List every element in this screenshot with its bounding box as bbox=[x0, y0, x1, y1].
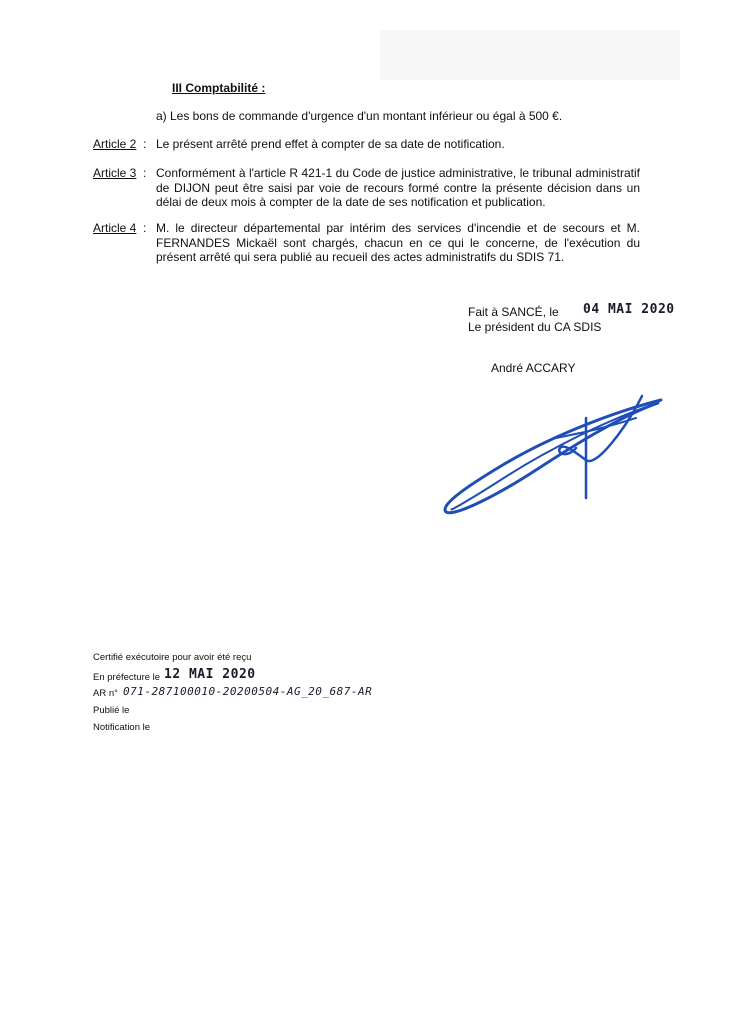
date-stamp: 04 MAI 2020 bbox=[583, 302, 675, 317]
article-4-label: Article 4 bbox=[93, 221, 137, 235]
article-2-text: Le présent arrêté prend effet à compter de sa date de notification. bbox=[156, 137, 505, 151]
ar-number: 071-287100010-20200504-AG_20_687-AR bbox=[123, 685, 373, 698]
signatory-name: André ACCARY bbox=[491, 361, 576, 375]
prefecture-label: En préfecture le bbox=[93, 672, 161, 683]
ar-label: AR n° bbox=[93, 688, 118, 699]
section-title: III Comptabilité : bbox=[172, 81, 266, 95]
publie-label: Publié le bbox=[93, 705, 130, 716]
signed-place: Fait à SANCÉ, le bbox=[468, 305, 559, 319]
prefecture-date-stamp: 12 MAI 2020 bbox=[164, 667, 256, 682]
signatory-role: Le président du CA SDIS bbox=[468, 320, 602, 334]
handwritten-signature bbox=[436, 388, 668, 518]
article-2-label: Article 2 bbox=[93, 137, 137, 151]
notification-label: Notification le bbox=[93, 722, 151, 733]
article-3-colon: : bbox=[143, 166, 147, 180]
article-3-text: Conformément à l'article R 421-1 du Code de justice administrative, le tribunal administratif de DIJON peut être saisi par voie de recours formé contre la présente décision dans un délai de deux mois à compter de la date de ses notification et publication. bbox=[156, 166, 640, 209]
certificate-line1: Certifié exécutoire pour avoir été reçu bbox=[93, 652, 252, 663]
item-a: a) Les bons de commande d'urgence d'un montant inférieur ou égal à 500 €. bbox=[156, 109, 563, 123]
article-2-colon: : bbox=[143, 137, 147, 151]
show-through-smudge bbox=[380, 30, 680, 80]
article-3-label: Article 3 bbox=[93, 166, 137, 180]
article-4-colon: : bbox=[143, 221, 147, 235]
article-4-text: M. le directeur départemental par intérim des services d'incendie et de secours et M. FERNANDES Mickaël sont chargés, chacun en ce qui le concerne, de l'exécution du présent arrêté qui sera publié au recueil des actes administratifs du SDIS 71. bbox=[156, 221, 640, 264]
